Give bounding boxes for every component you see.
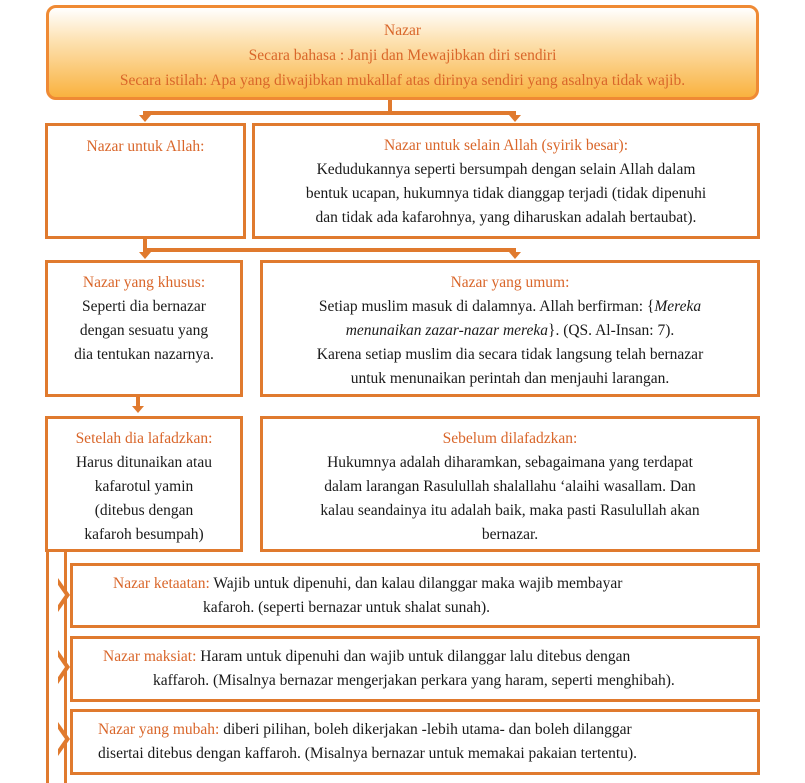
arrow-icon [139, 252, 151, 259]
nazar-maksiat-box [70, 636, 760, 702]
setelah-lafadz-line-1: Harus ditunaikan atau [75, 454, 212, 471]
connector-rail-left [46, 552, 49, 783]
nazar-selain-line-2: bentuk ucapan, hukumnya tidak dianggap terjadi (tidak dipenuhi [305, 185, 707, 202]
nazar-umum-line-3: Karena setiap muslim dia secara tidak langsung telah bernazar [316, 346, 704, 363]
nazar-umum-line-4: untuk menunaikan perintah dan menjauhi larangan. [350, 370, 670, 387]
nazar-mubah-line-2: disertai ditebus dengan kaffaroh. (Misalnya bernazar untuk memakai pakaian tertentu). [98, 745, 637, 762]
nazar-mubah-text-1: diberi pilihan, boleh dikerjakan -lebih utama- dan boleh dilanggar [219, 721, 632, 738]
nazar-ketaatan-box [70, 563, 760, 628]
setelah-lafadz-title: Setelah dia lafadzkan: [75, 430, 213, 447]
nazar-umum-line-1b: Mereka [654, 298, 702, 315]
nazar-ketaatan-label: Nazar ketaatan: [113, 575, 210, 592]
nazar-mubah-label: Nazar yang mubah: [98, 721, 220, 738]
nazar-umum-line-2b: }. (QS. Al-Insan: 7). [548, 322, 675, 339]
sebelum-lafadz-line-1: Hukumnya adalah diharamkan, sebagaimana yang terdapat [327, 454, 693, 471]
sebelum-lafadz-box [260, 416, 760, 552]
arrow-icon [139, 115, 151, 122]
nazar-mubah-line-1 [98, 718, 757, 742]
nazar-istilah: Secara istilah: Apa yang diwajibkan mukallaf atas dirinya sendiri yang asalnya tidak wajib. [119, 72, 686, 89]
chevron-right-icon [58, 578, 70, 612]
chevron-right-icon [58, 722, 70, 756]
nazar-selain-line-3: dan tidak ada kafarohnya, yang diharuskan adalah bertaubat). [315, 209, 697, 226]
nazar-selain-box [252, 123, 760, 239]
arrow-icon [509, 252, 521, 259]
nazar-maksiat-label: Nazar maksiat: [103, 648, 197, 665]
nazar-umum-line-2 [263, 319, 757, 343]
nazar-maksiat-text-1: Haram untuk dipenuhi dan wajib untuk dilanggar lalu ditebus dengan [196, 648, 631, 665]
setelah-lafadz-line-3: (ditebus dengan [94, 502, 194, 519]
nazar-umum-title: Nazar yang umum: [450, 274, 570, 291]
sebelum-lafadz-line-2: dalam larangan Rasulullah shalallahu ‘alaihi wasallam. Dan [324, 478, 696, 495]
nazar-khusus-box [45, 260, 243, 397]
nazar-selain-line-1: Kedudukannya seperti bersumpah dengan selain Allah dalam [316, 161, 696, 178]
chevron-right-icon [58, 650, 70, 684]
nazar-mubah-box [70, 709, 760, 775]
setelah-lafadz-line-4: kafaroh besumpah) [84, 526, 204, 543]
setelah-lafadz-box [45, 416, 243, 552]
nazar-khusus-title: Nazar yang khusus: [82, 274, 206, 291]
nazar-header-box [46, 5, 759, 100]
connector-bar-1 [143, 111, 516, 115]
sebelum-lafadz-line-3: kalau seandainya itu adalah baik, maka pasti Rasulullah akan [320, 502, 700, 519]
nazar-umum-line-1a: Setiap muslim masuk di dalamnya. Allah berfirman: { [318, 298, 655, 315]
nazar-maksiat-line-2: kaffaroh. (Misalnya bernazar mengerjakan perkara yang haram, seperti menghibah). [153, 672, 675, 689]
nazar-ketaatan-line-2: kafaroh. (seperti bernazar untuk shalat sunah). [203, 599, 491, 616]
connector-bar-2 [143, 248, 516, 252]
nazar-selain-title: Nazar untuk selain Allah (syirik besar): [383, 137, 629, 154]
nazar-allah-box [45, 123, 246, 239]
nazar-ketaatan-line-1 [113, 572, 757, 596]
nazar-ketaatan-text-1: Wajib untuk dipenuhi, dan kalau dilanggar maka wajib membayar [209, 575, 623, 592]
nazar-khusus-line-2: dengan sesuatu yang [79, 322, 209, 339]
arrow-icon [132, 406, 144, 413]
nazar-umum-line-1 [263, 295, 757, 319]
sebelum-lafadz-line-4: bernazar. [481, 526, 539, 543]
nazar-khusus-line-3: dia tentukan nazarnya. [74, 346, 214, 363]
nazar-allah-title: Nazar untuk Allah: [86, 138, 205, 155]
nazar-bahasa: Secara bahasa : Janji dan Mewajibkan diri sendiri [248, 47, 557, 64]
nazar-title: Nazar [384, 22, 421, 39]
setelah-lafadz-line-2: kafarotul yamin [94, 478, 194, 495]
arrow-icon [509, 115, 521, 122]
nazar-umum-line-2a: menunaikan zazar-nazar mereka [345, 322, 549, 339]
nazar-maksiat-line-1 [103, 645, 757, 669]
nazar-umum-box [260, 260, 760, 397]
sebelum-lafadz-title: Sebelum dilafadzkan: [442, 430, 578, 447]
nazar-khusus-line-1: Seperti dia bernazar [82, 298, 206, 315]
